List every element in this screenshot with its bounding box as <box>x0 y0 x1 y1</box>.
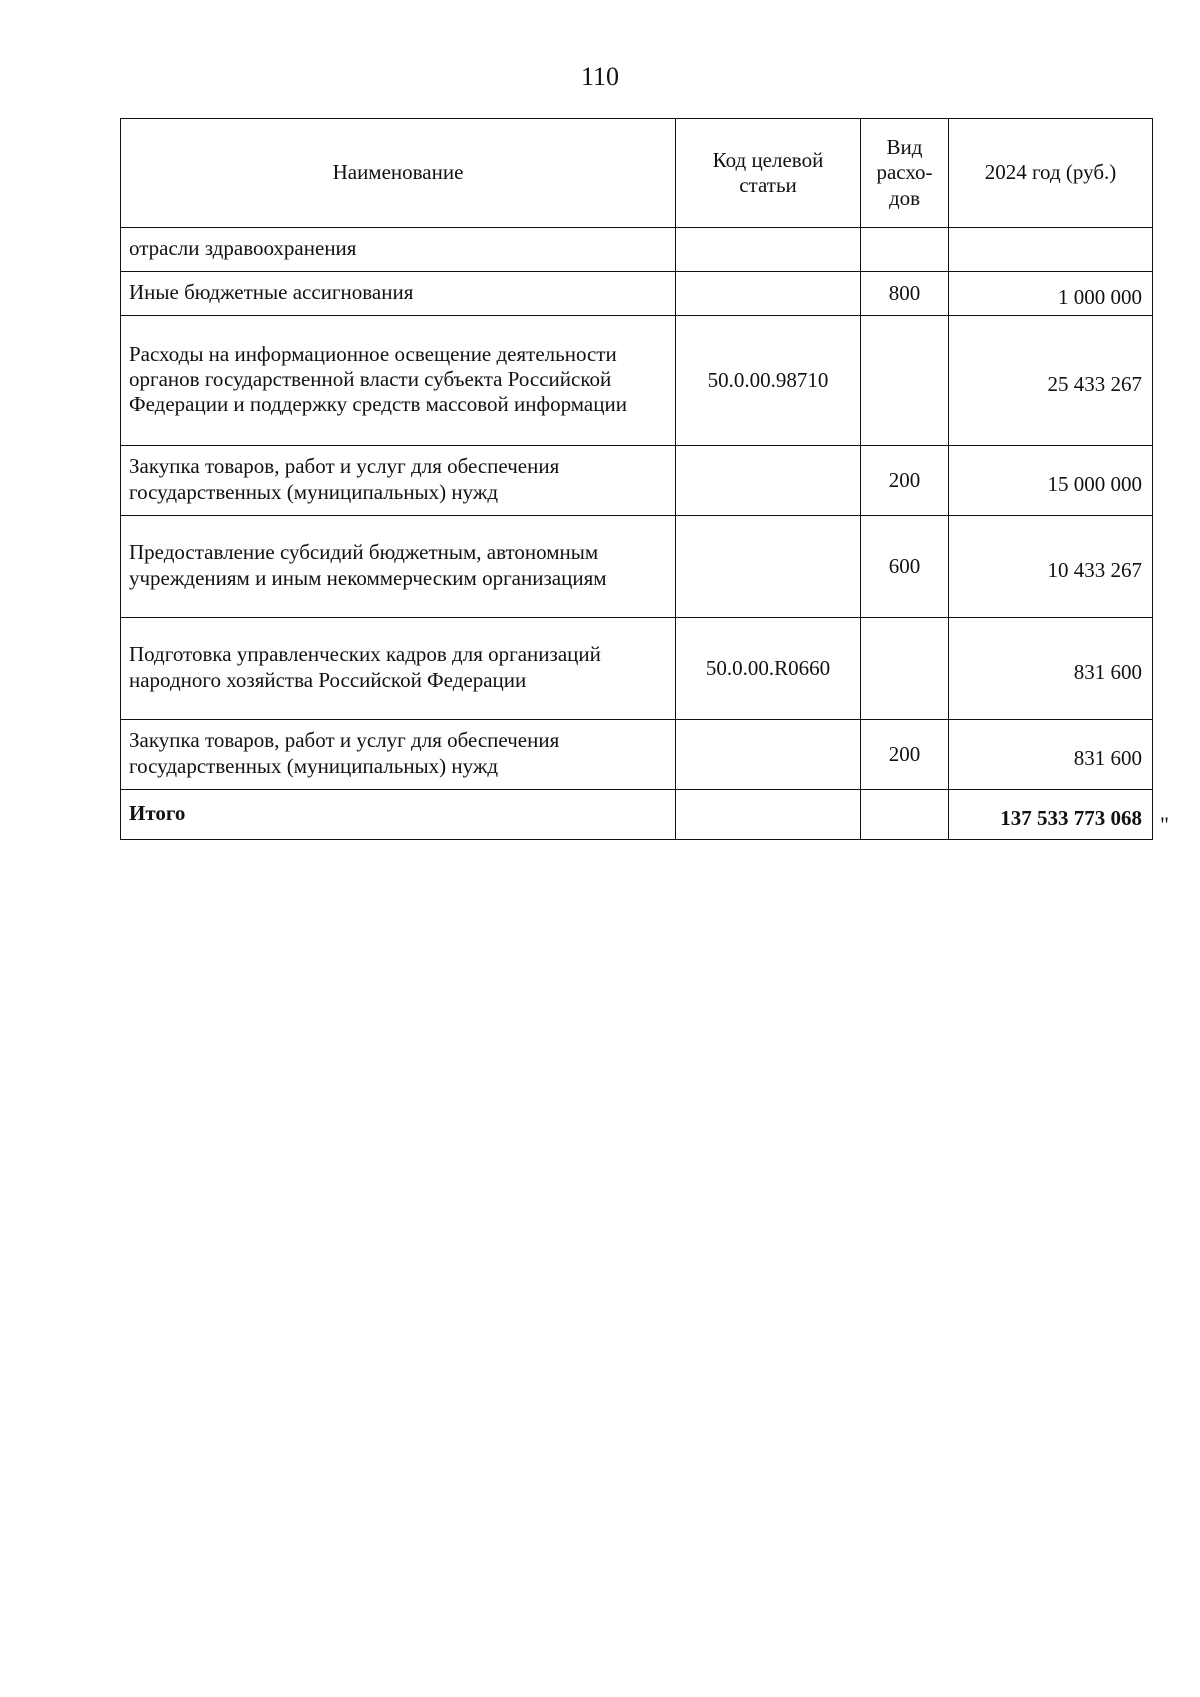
header-name: Наименование <box>121 119 676 228</box>
row-code <box>676 272 861 316</box>
total-type <box>861 790 949 840</box>
row-code: 50.0.00.98710 <box>676 316 861 446</box>
row-name: Подготовка управленческих кадров для организаций народного хозяйства Российской Федерации <box>121 618 676 720</box>
row-code <box>676 720 861 790</box>
row-type: 200 <box>861 446 949 516</box>
row-name: Закупка товаров, работ и услуг для обеспечения государственных (муниципальных) нужд <box>121 720 676 790</box>
row-name: Предоставление субсидий бюджетным, автономным учреждениям и иным некоммерческим организациям <box>121 516 676 618</box>
table-header-row <box>121 119 1153 228</box>
row-code <box>676 446 861 516</box>
row-name: Закупка товаров, работ и услуг для обеспечения государственных (муниципальных) нужд <box>121 446 676 516</box>
row-type <box>861 618 949 720</box>
budget-table <box>120 118 1153 840</box>
table-row <box>121 316 1153 446</box>
row-name: Иные бюджетные ассигнования <box>121 272 676 316</box>
row-amount: 25 433 267 <box>949 316 1153 446</box>
row-amount: 10 433 267 <box>949 516 1153 618</box>
row-type <box>861 228 949 272</box>
table-row <box>121 272 1153 316</box>
row-code: 50.0.00.R0660 <box>676 618 861 720</box>
page-number: 110 <box>580 62 620 91</box>
row-type: 800 <box>861 272 949 316</box>
row-type: 600 <box>861 516 949 618</box>
table-row <box>121 720 1153 790</box>
row-name: Расходы на информационное освещение деятельности органов государственной власти субъекта Российской Федерации и поддержку средств массовой информации <box>121 316 676 446</box>
total-row <box>121 790 1153 840</box>
row-amount: 1 000 000 <box>949 272 1153 316</box>
header-type: Вид расхо- дов <box>861 119 949 228</box>
total-amount: 137 533 773 068 <box>949 790 1153 840</box>
row-type <box>861 316 949 446</box>
row-amount: 15 000 000 <box>949 446 1153 516</box>
total-code <box>676 790 861 840</box>
closing-quote-mark: " <box>1160 812 1169 837</box>
total-label: Итого <box>121 790 676 840</box>
table-row <box>121 446 1153 516</box>
header-amount: 2024 год (руб.) <box>949 119 1153 228</box>
table-row <box>121 516 1153 618</box>
row-type: 200 <box>861 720 949 790</box>
row-amount: 831 600 <box>949 720 1153 790</box>
row-code <box>676 228 861 272</box>
header-code: Код целевой статьи <box>676 119 861 228</box>
row-name: отрасли здравоохранения <box>121 228 676 272</box>
row-code <box>676 516 861 618</box>
table-row <box>121 228 1153 272</box>
row-amount <box>949 228 1153 272</box>
table-row <box>121 618 1153 720</box>
row-amount: 831 600 <box>949 618 1153 720</box>
